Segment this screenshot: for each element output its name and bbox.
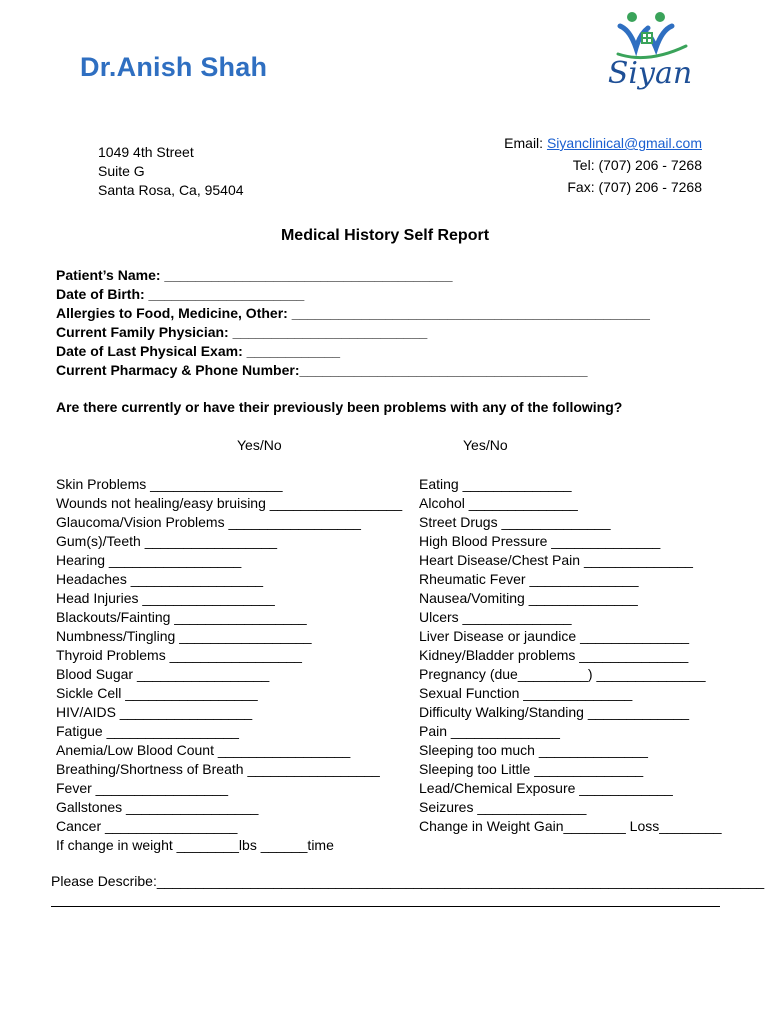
condition-item[interactable]: Sleeping too much ______________ [419,742,648,758]
conditions-left-column [56,475,402,855]
tel-line: Tel: (707) 206 - 7268 [572,157,702,173]
condition-item[interactable]: Blood Sugar _________________ [56,666,270,682]
email-link[interactable]: Siyanclinical@gmail.com [546,135,702,151]
condition-item[interactable]: Pregnancy (due_________) ______________ [419,666,706,682]
condition-item[interactable]: Street Drugs ______________ [419,514,611,530]
describe-line[interactable]: ______________________________________________________________________________ [156,873,765,889]
siyan-logo [596,8,704,100]
form-title: Medical History Self Report [280,227,490,244]
yes-no-header-left: Yes/No [237,437,282,453]
condition-item[interactable]: Sexual Function ______________ [419,685,633,701]
address-line: 1049 4th Street [98,144,194,160]
condition-item[interactable]: Nausea/Vomiting ______________ [419,590,638,606]
condition-item[interactable]: Ulcers ______________ [419,609,572,625]
condition-item[interactable]: High Blood Pressure ______________ [419,533,661,549]
condition-item[interactable]: Gum(s)/Teeth _________________ [56,533,278,549]
allergies-field[interactable]: Allergies to Food, Medicine, Other: ______________________________________________ [56,305,650,321]
condition-item[interactable]: HIV/AIDS _________________ [56,704,253,720]
address-line: Suite G [98,163,145,179]
condition-item[interactable]: Seizures ______________ [419,799,587,815]
condition-item[interactable]: Breathing/Shortness of Breath _________________ [56,761,380,777]
email-line [470,132,702,154]
weight-change-item[interactable]: If change in weight ________lbs ______time [56,837,334,853]
condition-item[interactable]: Rheumatic Fever ______________ [419,571,639,587]
condition-item[interactable]: Difficulty Walking/Standing _____________ [419,704,690,720]
conditions-question: Are there currently or have their previously been problems with any of the following? [56,399,623,415]
condition-item[interactable]: Thyroid Problems _________________ [56,647,302,663]
condition-item[interactable]: Lead/Chemical Exposure ____________ [419,780,673,796]
condition-item[interactable]: Head Injuries _________________ [56,590,275,606]
date-of-birth-field[interactable]: Date of Birth: ____________________ [56,286,305,302]
condition-item[interactable]: Anemia/Low Blood Count _________________ [56,742,351,758]
condition-item[interactable]: Eating ______________ [419,476,572,492]
condition-item[interactable]: Liver Disease or jaundice ______________ [419,628,690,644]
condition-item[interactable]: Gallstones _________________ [56,799,259,815]
condition-item[interactable]: Hearing _________________ [56,552,242,568]
last-physical-exam-field[interactable]: Date of Last Physical Exam: ____________ [56,343,341,359]
family-physician-field[interactable]: Current Family Physician: _________________________ [56,324,428,340]
condition-item[interactable]: Alcohol ______________ [419,495,578,511]
condition-item[interactable]: Numbness/Tingling _________________ [56,628,312,644]
condition-item[interactable]: Kidney/Bladder problems ______________ [419,647,689,663]
condition-item[interactable]: Cancer _________________ [56,818,238,834]
conditions-right-column [419,475,722,836]
condition-item[interactable]: Fatigue _________________ [56,723,239,739]
patient-fields [56,266,650,380]
please-describe-field[interactable] [51,873,764,889]
weight-gain-loss-item[interactable]: Change in Weight Gain________ Loss________ [419,818,722,834]
condition-item[interactable]: Glaucoma/Vision Problems _________________ [56,514,361,530]
fax-line: Fax: (707) 206 - 7268 [567,179,702,195]
pharmacy-phone-field[interactable]: Current Pharmacy & Phone Number:_____________________________________ [56,362,588,378]
condition-item[interactable]: Sickle Cell _________________ [56,685,258,701]
describe-label: Please Describe: [51,873,157,889]
email-label: Email: [504,135,547,151]
patient-name-field[interactable]: Patient’s Name: _____________________________________ [56,267,453,283]
yes-no-header-right: Yes/No [463,437,508,453]
address-line: Santa Rosa, Ca, 95404 [98,182,244,198]
condition-item[interactable]: Sleeping too Little ______________ [419,761,644,777]
clinic-address [98,143,244,200]
condition-item[interactable]: Heart Disease/Chest Pain ______________ [419,552,693,568]
condition-item[interactable]: Blackouts/Fainting _________________ [56,609,307,625]
describe-second-line[interactable] [51,906,720,907]
contact-info [470,132,702,198]
logo-text: Siyan [607,56,693,91]
condition-item[interactable]: Wounds not healing/easy bruising _________________ [56,495,403,511]
condition-item[interactable]: Headaches _________________ [56,571,264,587]
condition-item[interactable]: Fever _________________ [56,780,229,796]
doctor-name: Dr.Anish Shah [80,52,268,82]
condition-item[interactable]: Skin Problems _________________ [56,476,283,492]
condition-item[interactable]: Pain ______________ [419,723,560,739]
